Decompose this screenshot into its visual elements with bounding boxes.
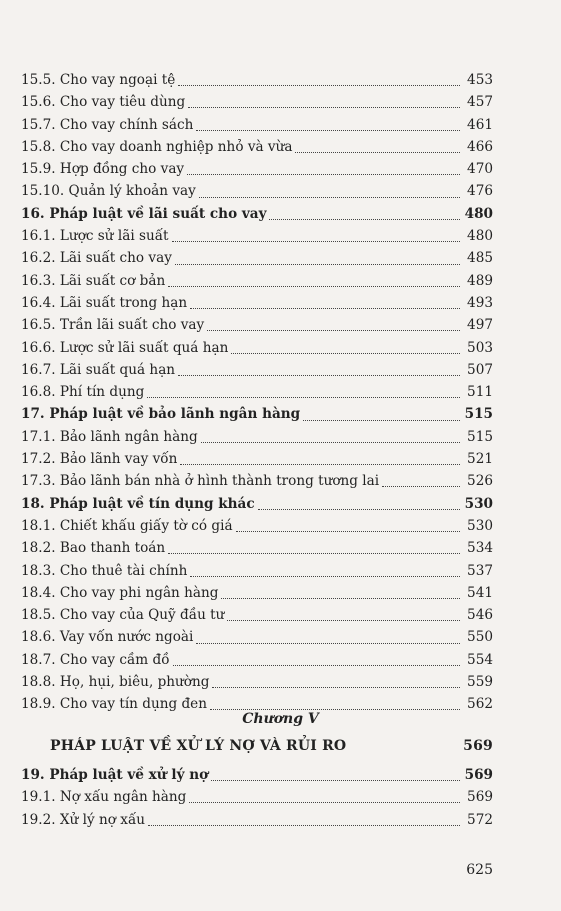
toc-entry — [21, 247, 493, 269]
toc-entry-page: 537 — [467, 562, 493, 579]
toc-entry-title: 17.3. Bảo lãnh bán nhà ở hình thành trong tương lai — [21, 473, 380, 490]
dot-leader — [178, 374, 460, 376]
dot-leader — [178, 84, 460, 86]
toc-entry — [21, 91, 493, 113]
dot-leader — [258, 508, 460, 510]
toc-entry-title: 18.5. Cho vay của Quỹ đầu tư — [21, 607, 225, 624]
toc-entry — [21, 649, 493, 671]
toc-entry-title: 16. Pháp luật về lãi suất cho vay — [21, 205, 267, 222]
dot-leader — [212, 686, 460, 688]
toc-section-entry — [21, 403, 493, 425]
toc-entry-title: 18. Pháp luật về tín dụng khác — [21, 495, 255, 512]
toc-entry — [21, 809, 493, 831]
toc-entry-page: 480 — [464, 205, 493, 222]
toc-entry — [21, 515, 493, 537]
dot-leader — [382, 485, 460, 487]
toc-entry-page: 507 — [467, 361, 493, 378]
chapter-title: PHÁP LUẬT VỀ XỬ LÝ NỢ VÀ RỦI RO — [50, 738, 347, 754]
toc-entry-title: 15.8. Cho vay doanh nghiệp nhỏ và vừa — [21, 138, 293, 155]
toc-entry-page: 497 — [467, 317, 493, 334]
toc-entry-title: 16.8. Phí tín dụng — [21, 384, 145, 401]
toc-entry — [21, 314, 493, 336]
toc-entry-title: 18.1. Chiết khấu giấy tờ có giá — [21, 517, 233, 534]
chapter-page: 569 — [463, 738, 493, 754]
toc-entry — [21, 114, 493, 136]
toc-entry-title: 16.4. Lãi suất trong hạn — [21, 294, 188, 311]
toc-entry-title: 18.3. Cho thuê tài chính — [21, 562, 188, 579]
toc-entry — [21, 582, 493, 604]
toc-entry-page: 476 — [467, 183, 493, 200]
toc-entry-title: 18.6. Vay vốn nước ngoài — [21, 629, 194, 646]
toc-entry-title: 16.1. Lược sử lãi suất — [21, 228, 169, 245]
dot-leader — [168, 285, 460, 287]
toc-entry-page: 493 — [467, 294, 493, 311]
dot-leader — [196, 642, 460, 644]
toc-entry-title: 18.7. Cho vay cầm đồ — [21, 651, 170, 668]
toc-entry-page: 562 — [467, 696, 493, 713]
toc-entry-page: 489 — [467, 272, 493, 289]
dot-leader — [269, 218, 460, 220]
toc-entry-title: 15.10. Quản lý khoản vay — [21, 183, 196, 200]
dot-leader — [295, 151, 460, 153]
toc-entry-page: 530 — [467, 517, 493, 534]
dot-leader — [168, 552, 460, 554]
dot-leader — [172, 240, 460, 242]
dot-leader — [231, 352, 460, 354]
toc-entry — [21, 180, 493, 202]
toc-entry-title: 18.4. Cho vay phi ngân hàng — [21, 584, 219, 601]
dot-leader — [211, 779, 460, 781]
toc-entry-page: 530 — [464, 495, 493, 512]
dot-leader — [175, 263, 460, 265]
toc-entry-title: 17.2. Bảo lãnh vay vốn — [21, 451, 178, 468]
toc-entry-page: 526 — [467, 473, 493, 490]
toc-entry-page: 480 — [467, 228, 493, 245]
toc-entry — [21, 448, 493, 470]
toc-entry — [21, 626, 493, 648]
toc-entry — [21, 426, 493, 448]
toc-entry-title: 19. Pháp luật về xử lý nợ — [21, 767, 209, 783]
toc-entry-page: 515 — [467, 428, 493, 445]
toc-entry-page: 485 — [467, 250, 493, 267]
page-number: 625 — [466, 862, 493, 878]
dot-leader — [201, 441, 460, 443]
toc-entry — [21, 292, 493, 314]
toc-entry — [21, 158, 493, 180]
toc-entry — [21, 671, 493, 693]
dot-leader — [196, 129, 460, 131]
toc-entry-page: 554 — [467, 651, 493, 668]
toc-entry — [21, 225, 493, 247]
toc-entry — [21, 786, 493, 808]
toc-entry-page: 466 — [467, 138, 493, 155]
dot-leader — [190, 307, 460, 309]
toc-entry — [21, 604, 493, 626]
dot-leader — [236, 530, 460, 532]
toc-entry-page: 511 — [467, 384, 493, 401]
dot-leader — [147, 396, 460, 398]
toc-entry-page: 515 — [464, 406, 493, 423]
toc-entry-page: 457 — [467, 94, 493, 111]
dot-leader — [148, 824, 460, 826]
toc-entry-page: 546 — [467, 607, 493, 624]
toc-entry — [21, 69, 493, 91]
toc-entry-title: 15.7. Cho vay chính sách — [21, 116, 194, 133]
toc-section-entry — [21, 764, 493, 786]
table-of-contents-continued — [21, 764, 493, 831]
dot-leader — [188, 106, 460, 108]
toc-entry — [21, 470, 493, 492]
dot-leader — [199, 196, 460, 198]
toc-entry-title: 15.9. Hợp đồng cho vay — [21, 161, 185, 178]
toc-entry-page: 470 — [467, 161, 493, 178]
toc-entry-title: 16.6. Lược sử lãi suất quá hạn — [21, 339, 229, 356]
chapter-label: Chương V — [242, 711, 319, 727]
chapter-heading — [50, 738, 493, 754]
dot-leader — [221, 597, 460, 599]
toc-entry-title: 17.1. Bảo lãnh ngân hàng — [21, 428, 198, 445]
toc-entry — [21, 381, 493, 403]
toc-entry — [21, 270, 493, 292]
toc-entry-page: 503 — [467, 339, 493, 356]
toc-entry-title: 19.2. Xử lý nợ xấu — [21, 811, 146, 828]
toc-entry-title: 15.6. Cho vay tiêu dùng — [21, 94, 186, 111]
toc-entry-page: 453 — [467, 72, 493, 88]
toc-entry-title: 18.8. Họ, hụi, biêu, phường — [21, 674, 210, 691]
table-of-contents — [21, 69, 493, 716]
toc-entry-page: 521 — [467, 451, 493, 468]
toc-entry-page: 461 — [467, 116, 493, 133]
dot-leader — [187, 173, 460, 175]
dot-leader — [189, 801, 460, 803]
toc-entry — [21, 359, 493, 381]
toc-entry — [21, 337, 493, 359]
toc-entry-page: 550 — [467, 629, 493, 646]
toc-entry-title: 18.2. Bao thanh toán — [21, 540, 166, 557]
toc-entry-page: 559 — [467, 674, 493, 691]
toc-entry-title: 16.2. Lãi suất cho vay — [21, 250, 172, 267]
toc-entry-title: 19.1. Nợ xấu ngân hàng — [21, 789, 187, 806]
toc-entry — [21, 560, 493, 582]
toc-entry-page: 534 — [467, 540, 493, 557]
dot-leader — [173, 664, 460, 666]
toc-entry-page: 569 — [464, 767, 493, 783]
toc-entry-title: 15.5. Cho vay ngoại tệ — [21, 72, 176, 88]
toc-entry-title: 18.9. Cho vay tín dụng đen — [21, 696, 207, 713]
toc-entry — [21, 537, 493, 559]
toc-entry — [21, 136, 493, 158]
toc-entry-title: 17. Pháp luật về bảo lãnh ngân hàng — [21, 406, 301, 423]
toc-entry-title: 16.7. Lãi suất quá hạn — [21, 361, 176, 378]
toc-section-entry — [21, 203, 493, 225]
toc-entry-page: 541 — [467, 584, 493, 601]
dot-leader — [227, 619, 460, 621]
toc-entry-title: 16.3. Lãi suất cơ bản — [21, 272, 166, 289]
dot-leader — [190, 575, 460, 577]
toc-section-entry — [21, 493, 493, 515]
toc-entry-page: 569 — [467, 789, 493, 806]
dot-leader — [207, 329, 460, 331]
toc-entry-title: 16.5. Trần lãi suất cho vay — [21, 317, 205, 334]
toc-entry-page: 572 — [467, 811, 493, 828]
dot-leader — [180, 463, 460, 465]
dot-leader — [303, 419, 460, 421]
